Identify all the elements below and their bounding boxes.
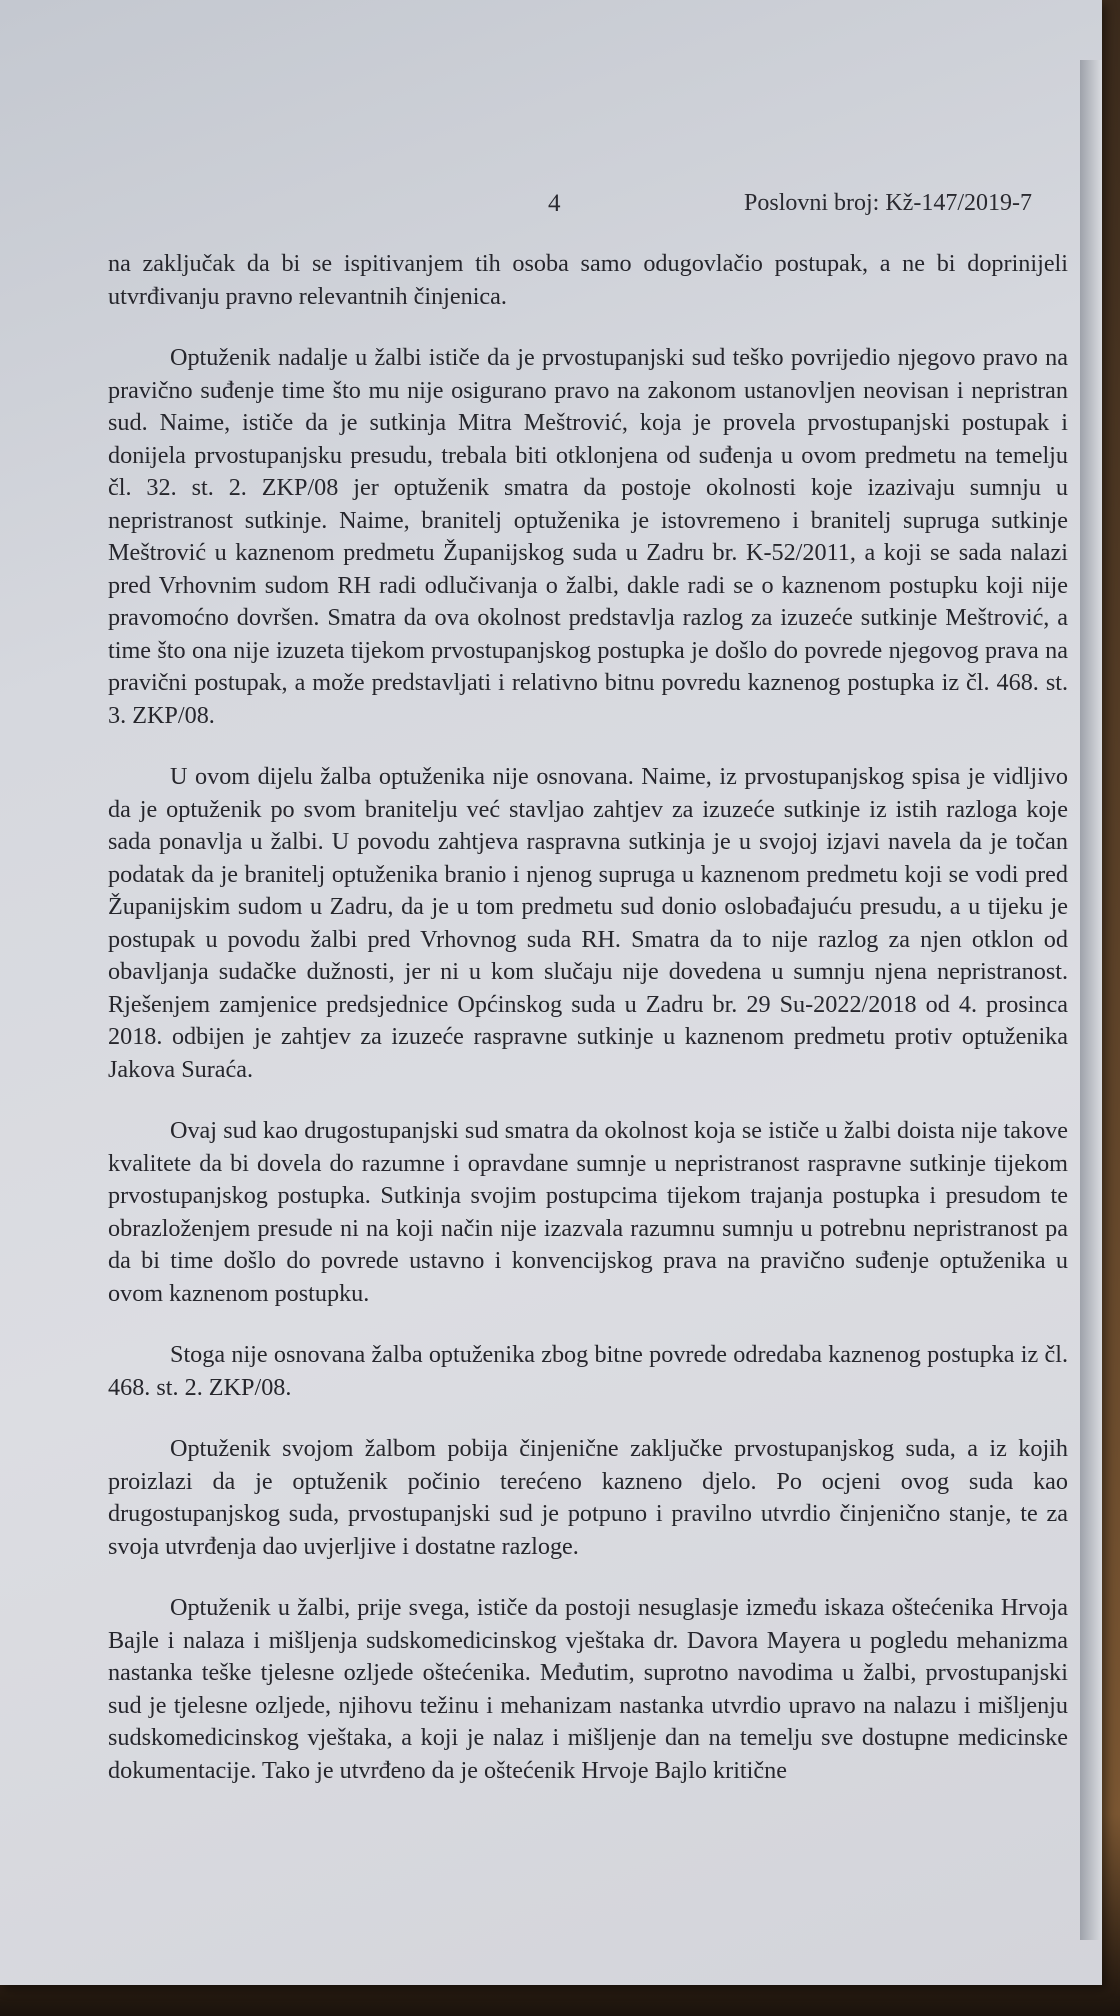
paragraph: Optuženik nadalje u žalbi ističe da je prvostupanjski sud teško povrijedio njegovo pravo na pravično suđenje time što mu nije osigurano pravo na zakonom ustanovljen neovisan i nepristran sud. Naime, ističe da je sutkinja Mitra Meštrović, koja je provela prvostupanjski postupak i donijela prvostupanjsku presudu, trebala biti otklonjena od suđenja u ovom predmetu na temelju čl. 32. st. 2. ZKP/08 jer optuženik smatra da postoje okolnosti koje izazivaju sumnju u nepristranost sutkinje. Naime, branitelj optuženika je istovremeno i branitelj supruga sutkinje Meštrović u kaznenom predmetu Županijskog suda u Zadru br. K-52/2011, a koji se sada nalazi pred Vrhovnim sudom RH radi odlučivanja o žalbi, dakle radi se o kaznenom postupku koji nije pravomoćno dovršen. Smatra da ova okolnost predstavlja razlog za izuzeće sutkinje Meštrović, a time što ona nije izuzeta tijekom prvostupanjskog postupka je došlo do povrede njegovog prava na pravični postupak, a može predstavljati i relativno bitnu povredu kaznenog postupka iz čl. 468. st. 3. ZKP/08. (108, 344, 1068, 729)
document-body (108, 248, 1068, 1816)
case-number: Poslovni broj: Kž-147/2019-7 (744, 190, 1032, 216)
page-header (108, 190, 1032, 230)
page-edge (1080, 60, 1102, 1940)
paragraph: Ovaj sud kao drugostupanjski sud smatra da okolnost koja se ističe u žalbi doista nije takove kvalitete da bi dovela do razumne i opravdane sumnje u nepristranost raspravne sutkinje tijekom prvostupanjskog postupka. Sutkinja svojim postupcima tijekom trajanja postupka i presudom te obrazloženjem presude ni na koji način nije izazvala razumnu sumnju u potrebnu nepristranost pa da bi time došlo do povrede ustavno i konvencijskog prava na pravično suđenje optuženika u ovom kaznenom postupku. (108, 1117, 1068, 1307)
paragraph: Optuženik u žalbi, prije svega, ističe da postoji nesuglasje između iskaza oštećenika Hrvoja Bajle i nalaza i mišljenja sudskomedicinskog vještaka dr. Davora Mayera u pogledu mehanizma nastanka teške tjelesne ozljede oštećenika. Međutim, suprotno navodima u žalbi, prvostupanjski sud je tjelesne ozljede, njihovu težinu i mehanizam nastanka utvrdio upravo na nalazu i mišljenju sudskomedicinskog vještaka, a koji je nalaz i mišljenje dan na temelju sve dostupne medicinske dokumentacije. Tako je utvrđeno da je oštećenik Hrvoje Bajlo kritične (108, 1594, 1068, 1784)
paragraph: na zaključak da bi se ispitivanjem tih osoba samo odugovlačio postupak, a ne bi doprinijeli utvrđivanju pravno relevantnih činjenica. (108, 250, 1068, 310)
page-number: 4 (548, 190, 561, 217)
paragraph: Stoga nije osnovana žalba optuženika zbog bitne povrede odredaba kaznenog postupka iz čl. 468. st. 2. ZKP/08. (108, 1341, 1068, 1401)
paragraph: U ovom dijelu žalba optuženika nije osnovana. Naime, iz prvostupanjskog spisa je vidljivo da je optuženik po svom branitelju već stavljao zahtjev za izuzeće sutkinje iz istih razloga koje sada ponavlja u žalbi. U povodu zahtjeva raspravna sutkinja je u svojoj izjavi navela da je točan podatak da je branitelj optuženika branio i njenog supruga u kaznenom predmetu koji se vodi pred Županijskim sudom u Zadru, da je u tom predmetu sud donio oslobađajuću presudu, a u tijeku je postupak u povodu žalbi pred Vrhovnog suda RH. Smatra da to nije razlog za njen otklon od obavljanja sudačke dužnosti, jer ni u kom slučaju nije dovedena u sumnju njena nepristranost. Rješenjem zamjenice predsjednice Općinskog suda u Zadru br. 29 Su-2022/2018 od 4. prosinca 2018. odbijen je zahtjev za izuzeće raspravne sutkinje u kaznenom predmetu protiv optuženika Jakova Suraća. (108, 763, 1068, 1083)
paragraph: Optuženik svojom žalbom pobija činjenične zaključke prvostupanjskog suda, a iz kojih proizlazi da je optuženik počinio terećeno kazneno djelo. Po ocjeni ovog suda kao drugostupanjskog suda, prvostupanjski sud je potpuno i pravilno utvrdio činjenično stanje, te za svoja utvrđenja dao uvjerljive i dostatne razloge. (108, 1435, 1068, 1560)
